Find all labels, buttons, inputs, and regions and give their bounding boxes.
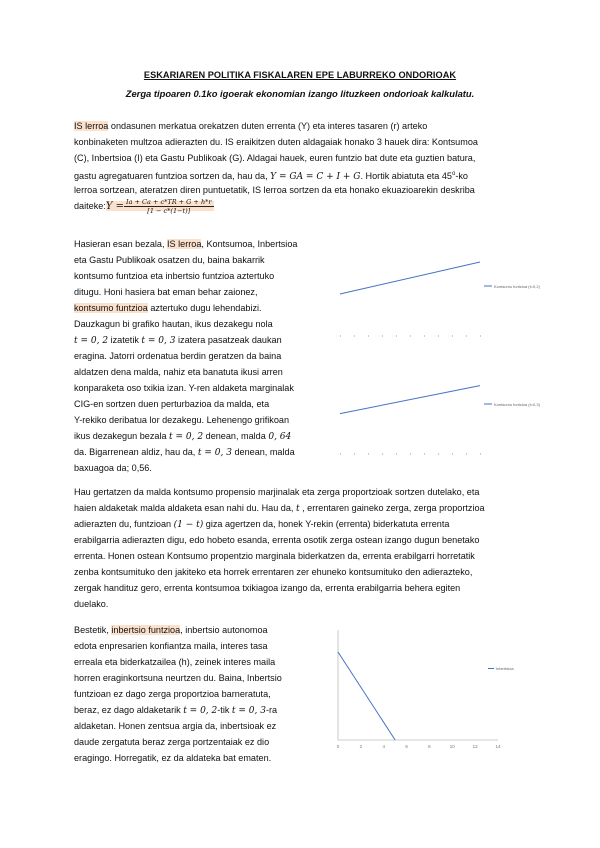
page-title: ESKARIAREN POLITIKA FISKALAREN EPE LABURREKO ONDORIOAK — [143, 70, 457, 80]
x-tick-label: 2 — [359, 744, 363, 749]
x-tick-label: 8 — [428, 744, 431, 749]
page-subtitle: Zerga tipoaren 0.1ko igoerak ekonomian izango lituzkeen ondorioak kalkulatu. — [125, 88, 475, 99]
p2-line-15: baxuagoa da; 0,56. — [74, 463, 152, 473]
x-tick-label: 6 — [405, 744, 408, 749]
x-tick-label: 0 — [336, 744, 340, 749]
p3-line-8: duelako. — [74, 599, 109, 609]
consumption-chart-t03 — [330, 350, 540, 460]
p4-line-7: aldaketan. Honen zentsua argia da, inbertsioak ez — [74, 721, 277, 731]
legend-label: Kontsumo funtzioa (t=0,3) — [494, 402, 540, 407]
p4-line-5: funtzioan ez dago zerga proportzioa barneratuta, — [74, 689, 271, 699]
p2-line-11: CIG-en sortzen duen perturbazioa da malda, eta — [74, 399, 270, 409]
legend-label: Kontsumo funtzioa (t=0,2) — [494, 284, 540, 289]
p2-line-14: da. Bigarrenean aldiz, hau da, t = 0, 3 denean, malda — [74, 447, 295, 458]
p2-line-12: Y-rekiko deribatua lor dezakegu. Lehenengo grifikoan — [74, 415, 290, 425]
p2-line-1: Hasieran esan bezala, IS lerroa, Kontsumoa, Inbertsioa — [74, 239, 298, 249]
highlight-is-lerroa: IS lerroa — [74, 121, 109, 131]
intro-line-4: gastu agregatuaren funtzioa sortzen da, hau da, Y = GA = C + I + G. Hortik abiatuta eta 45$^o$-ko — [74, 171, 468, 183]
p2-line-5: kontsumo funtzioa aztertuko dugu lehendabizi. — [74, 303, 262, 313]
p2-line-7: t = 0, 2 izatetik t = 0, 3 izatera pasatzeak daukan — [74, 335, 282, 346]
consumption-chart-t02 — [330, 232, 540, 332]
p3-line-3: adierazten du, funtzioan (1 − t) giza agertzen da, honek Y-rekin (errenta) biderkatuta errenta — [74, 519, 450, 530]
intro-line-2: konbinaketen multzoa adierazten du. IS eraikitzen duten aldagaiak honako 3 hauek dira: Kontsumoa — [74, 137, 478, 147]
p4-line-2: edota enpresarien konfiantza maila, interes tasa — [74, 641, 268, 651]
p2-line-6: Dauzkagun bi grafiko hautan, ikus dezakegu nola — [74, 319, 273, 329]
intro-line-1: IS lerroa ondasunen merkatua orekatzen duten errenta (Y) eta interes tasaren (r) arteko — [74, 121, 428, 131]
p2-line-2: eta Gastu Publikoak osatzen du, baina bakarrik — [74, 255, 265, 265]
equation-ga: Y = GA = C + I + G — [270, 172, 361, 183]
p4-line-9: eragingo. Horregatik, ez da aldateka bat ematen. — [74, 753, 272, 763]
intro-line-6: daiteke:Y = $\frac{Ia + Ca + c*TR + G + h*r}{[1 - c*(1-t)]}$ — [74, 198, 212, 216]
investment-chart — [330, 622, 514, 752]
p3-line-7: zergak handituz gero, errenta kontsumoa txikiagoa izango da, errenta erabilgarria behera egiten — [74, 583, 461, 593]
intro-line-5: lerroa sortzean, ateratzen diren puntuetatik, IS lerroa sortzen da eta honako ekuazioarekin deskriba — [74, 185, 475, 195]
p2-line-9: aldatzen dena malda, nahiz eta banatuta ikusi arren — [74, 367, 283, 377]
p2-line-10: konparaketa oso txikia izan. Y-ren aldaketa marginalak — [74, 383, 294, 393]
x-tick-label: 12 — [472, 744, 478, 749]
p3-line-1: Hau gertatzen da malda kontsumo propensio marjinalak eta zerga proportzioak sortzen dutelako, eta — [74, 487, 480, 497]
p2-line-8: eragina. Jatorri ordenatua berdin geratzen da baina — [74, 351, 282, 361]
x-tick-label: 4 — [382, 744, 385, 749]
p4-line-3: erreala eta biderkatzailea (h), zeinek interes maila — [74, 657, 276, 667]
p4-line-4: horren eraginkortsuna neurtzen du. Baina, Inbertsio — [74, 673, 282, 683]
p3-line-5: errenta. Honen ostean Kontsumo propentzio marginala biderkatzen da, errenta erabilgarri horretatik — [74, 551, 475, 561]
intro-line-3: (C), Inbertsioa (I) eta Gastu Publikoak (G). Aldagai hauek, euren funtzio bat dute eta guztien batura, — [74, 153, 476, 163]
series-line — [338, 652, 395, 740]
x-tick-label: 14 — [495, 744, 501, 749]
x-tick-label: 10 — [449, 744, 455, 749]
legend-label: Inbertsioa — [496, 666, 514, 671]
series-line — [340, 386, 480, 414]
is-formula: Y = $\frac{Ia + Ca + c*TR + G + h*r}{[1 - c*(1-t)]}$ — [105, 198, 212, 216]
p3-line-6: zenba kontsumituko den jakiteko eta horrek errentaren zer ehuneko kontsumituko den adierazteko, — [74, 567, 473, 577]
p4-line-1: Bestetik, inbertsio funtzioa, inbertsio autonomoa — [74, 625, 268, 635]
p4-line-8: daude zergatuta beraz zerga portzentaiak ez dio — [74, 737, 270, 747]
series-line — [340, 262, 480, 294]
p2-line-4: ditugu. Honi hasiera bat eman behar zaionez, — [74, 287, 258, 297]
p2-line-13: ikus dezakegun bezala t = 0, 2 denean, malda 0, 64 — [74, 431, 292, 442]
p3-line-2: haien aldaketak malda aldaketa esan nahi du. Hau da, t , errentaren gaineko zerga, zerga proportzioa — [74, 503, 485, 514]
p3-line-4: erabilgarria adierazten digu, edo hobeto esanda, errenta osotik zerga ostean izango dugun benetako — [74, 535, 480, 545]
p2-line-3: kontsumo funtzioa eta inbertsio funtzioa aztertuko — [74, 271, 275, 281]
p4-line-6: beraz, ez dago aldaketarik t = 0, 2-tik t = 0, 3-ra — [74, 705, 278, 716]
